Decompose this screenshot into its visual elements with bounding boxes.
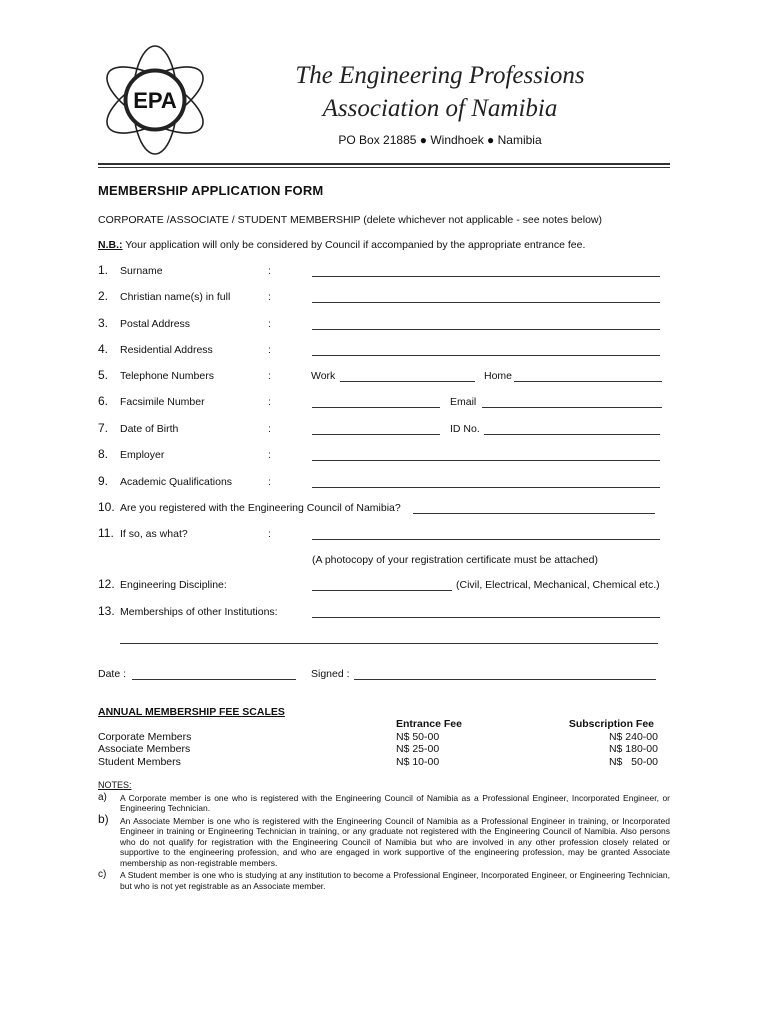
field-colon: : xyxy=(268,291,271,303)
subscription-fee-value: N$ 50-00 xyxy=(608,756,658,768)
field-label: Are you registered with the Engineering Council of Namibia? xyxy=(120,502,401,514)
field-number: 3. xyxy=(98,316,109,330)
epa-logo xyxy=(97,42,213,158)
field-colon: : xyxy=(268,396,271,408)
discipline-examples: (Civil, Electrical, Mechanical, Chemical etc.) xyxy=(456,579,660,591)
field-number: 11. xyxy=(98,526,114,540)
note-key: c) xyxy=(98,869,107,880)
field-number: 9. xyxy=(98,474,109,488)
field-telephone xyxy=(98,370,670,386)
home-phone-input-line[interactable] xyxy=(514,370,662,382)
fee-type: Corporate Members xyxy=(98,731,192,743)
note-text: A Student member is one who is studying at any institution to become a Professional Engineer, Incorporated Engineer, or Engineering Technician, but who is not yet registrable as an Associate member. xyxy=(120,870,670,891)
field-colon: : xyxy=(268,476,271,488)
field-colon: : xyxy=(268,318,271,330)
field-colon: : xyxy=(268,528,271,540)
date-input-line[interactable] xyxy=(132,668,296,680)
field-label: Surname xyxy=(120,265,163,277)
form-heading: MEMBERSHIP APPLICATION FORM xyxy=(98,183,324,198)
field-academic-qualifications xyxy=(98,476,670,492)
field-other-memberships xyxy=(98,606,670,622)
other-memberships-continuation-line[interactable] xyxy=(120,632,658,644)
fax-input-line[interactable] xyxy=(312,396,440,408)
residential-address-input-line[interactable] xyxy=(312,344,660,356)
field-label: Engineering Discipline: xyxy=(120,579,227,591)
field-employer xyxy=(98,449,670,465)
field-label: If so, as what? xyxy=(120,528,188,540)
field-number: 4. xyxy=(98,342,109,356)
field-facsimile xyxy=(98,396,670,412)
field-label: Employer xyxy=(120,449,165,461)
fee-type: Student Members xyxy=(98,756,181,768)
field-colon: : xyxy=(268,265,271,277)
field-christian-names xyxy=(98,291,670,307)
field-surname xyxy=(98,265,670,281)
christian-names-input-line[interactable] xyxy=(312,291,660,303)
membership-types: CORPORATE /ASSOCIATE / STUDENT MEMBERSHIP (delete whichever not applicable - see notes below) xyxy=(98,214,602,226)
logo-text: EPA xyxy=(133,88,177,113)
postal-address-input-line[interactable] xyxy=(312,318,660,330)
date-signed-row xyxy=(98,668,670,684)
employer-input-line[interactable] xyxy=(312,449,660,461)
field-residential-address xyxy=(98,344,670,360)
id-no-label: ID No. xyxy=(450,423,480,435)
work-label: Work xyxy=(311,370,336,382)
note-text: An Associate Member is one who is registered with the Engineering Council of Namibia as a Professional Engineer in training, or Incorporated Engineer in training or Engineering Technician in training, or any graduate not registered with the Engineering Council of Namibia. Also persons who do not qualify for registration with the Engineering Council of Namibia but who are involved in any other profession closely related or supportive to the engineering profession, and who are engaged in work supportive of the engineering profession, may be granted Associate membership as non-registrable members. xyxy=(120,815,670,868)
entrance-fee-value: N$ 10-00 xyxy=(396,756,440,768)
field-label: Telephone Numbers xyxy=(120,370,214,382)
entrance-fee-value: N$ 25-00 xyxy=(396,743,440,755)
subscription-fee-value: N$ 240-00 xyxy=(608,731,658,743)
registered-as-input-line[interactable] xyxy=(312,528,660,540)
field-label: Academic Qualifications xyxy=(120,476,233,488)
qualifications-input-line[interactable] xyxy=(312,476,660,488)
field-colon: : xyxy=(268,344,271,356)
entrance-fee-value: N$ 50-00 xyxy=(396,731,440,743)
field-label: Date of Birth xyxy=(120,423,179,435)
org-title-line2: Association of Namibia xyxy=(322,95,558,122)
note-key: a) xyxy=(98,791,107,803)
org-address: PO Box 21885 ● Windhoek ● Namibia xyxy=(338,133,542,147)
note-corporate xyxy=(98,793,670,814)
note-text: A Corporate member is one who is registered with the Engineering Council of Namibia as a Professional Engineer, Incorporated Engineer, or Engineering Technician. xyxy=(120,792,670,813)
notes-heading: NOTES: xyxy=(98,780,132,790)
field-colon: : xyxy=(268,449,271,461)
date-label: Date : xyxy=(98,668,127,680)
header-divider xyxy=(98,163,670,165)
field-number: 10. xyxy=(98,500,115,514)
photocopy-note: (A photocopy of your registration certificate must be attached) xyxy=(312,554,598,566)
field-ecn-registered xyxy=(98,502,670,518)
field-label: Postal Address xyxy=(120,318,191,330)
field-number: 12. xyxy=(98,577,115,591)
field-label: Facsimile Number xyxy=(120,396,205,408)
field-colon: : xyxy=(268,370,271,382)
subscription-fee-value: N$ 180-00 xyxy=(608,743,658,755)
nb-text: Your application will only be considered by Council if accompanied by the appropriate entrance fee. xyxy=(122,239,586,251)
discipline-input-line[interactable] xyxy=(312,579,452,591)
field-number: 13. xyxy=(98,604,115,618)
nb-notice xyxy=(98,239,585,251)
surname-input-line[interactable] xyxy=(312,265,660,277)
field-number: 6. xyxy=(98,394,109,408)
other-memberships-input-line[interactable] xyxy=(312,606,660,618)
fee-scales-heading: ANNUAL MEMBERSHIP FEE SCALES xyxy=(98,706,285,718)
field-label: Christian name(s) in full xyxy=(120,291,231,303)
fee-scales-section xyxy=(98,706,670,768)
field-engineering-discipline xyxy=(98,579,670,595)
nb-label: N.B.: xyxy=(98,239,123,251)
col-subscription-fee: Subscription Fee xyxy=(568,718,654,730)
field-number: 8. xyxy=(98,447,109,461)
field-registered-as xyxy=(98,528,670,544)
work-phone-input-line[interactable] xyxy=(340,370,475,382)
notes-section xyxy=(98,780,670,893)
header-divider-thin xyxy=(98,167,670,168)
field-number: 7. xyxy=(98,421,109,435)
org-title-line1: The Engineering Professions xyxy=(295,62,585,89)
note-student xyxy=(98,870,670,891)
id-no-input-line[interactable] xyxy=(484,423,660,435)
field-label: Memberships of other Institutions: xyxy=(120,606,278,618)
col-entrance-fee: Entrance Fee xyxy=(396,718,462,730)
email-input-line[interactable] xyxy=(482,396,662,408)
field-number: 1. xyxy=(98,263,109,277)
signed-label: Signed : xyxy=(311,668,350,680)
note-associate xyxy=(98,811,670,869)
field-postal-address xyxy=(98,318,670,334)
email-label: Email xyxy=(450,396,477,408)
field-colon: : xyxy=(268,423,271,435)
home-label: Home xyxy=(484,370,513,382)
dob-input-line[interactable] xyxy=(312,423,440,435)
field-number: 5. xyxy=(98,368,109,382)
ecn-registered-input-line[interactable] xyxy=(413,502,655,514)
field-label: Residential Address xyxy=(120,344,213,356)
fee-type: Associate Members xyxy=(98,743,191,755)
note-key: b) xyxy=(98,811,109,826)
field-number: 2. xyxy=(98,289,109,303)
signature-input-line[interactable] xyxy=(354,668,656,680)
field-date-of-birth xyxy=(98,423,670,439)
